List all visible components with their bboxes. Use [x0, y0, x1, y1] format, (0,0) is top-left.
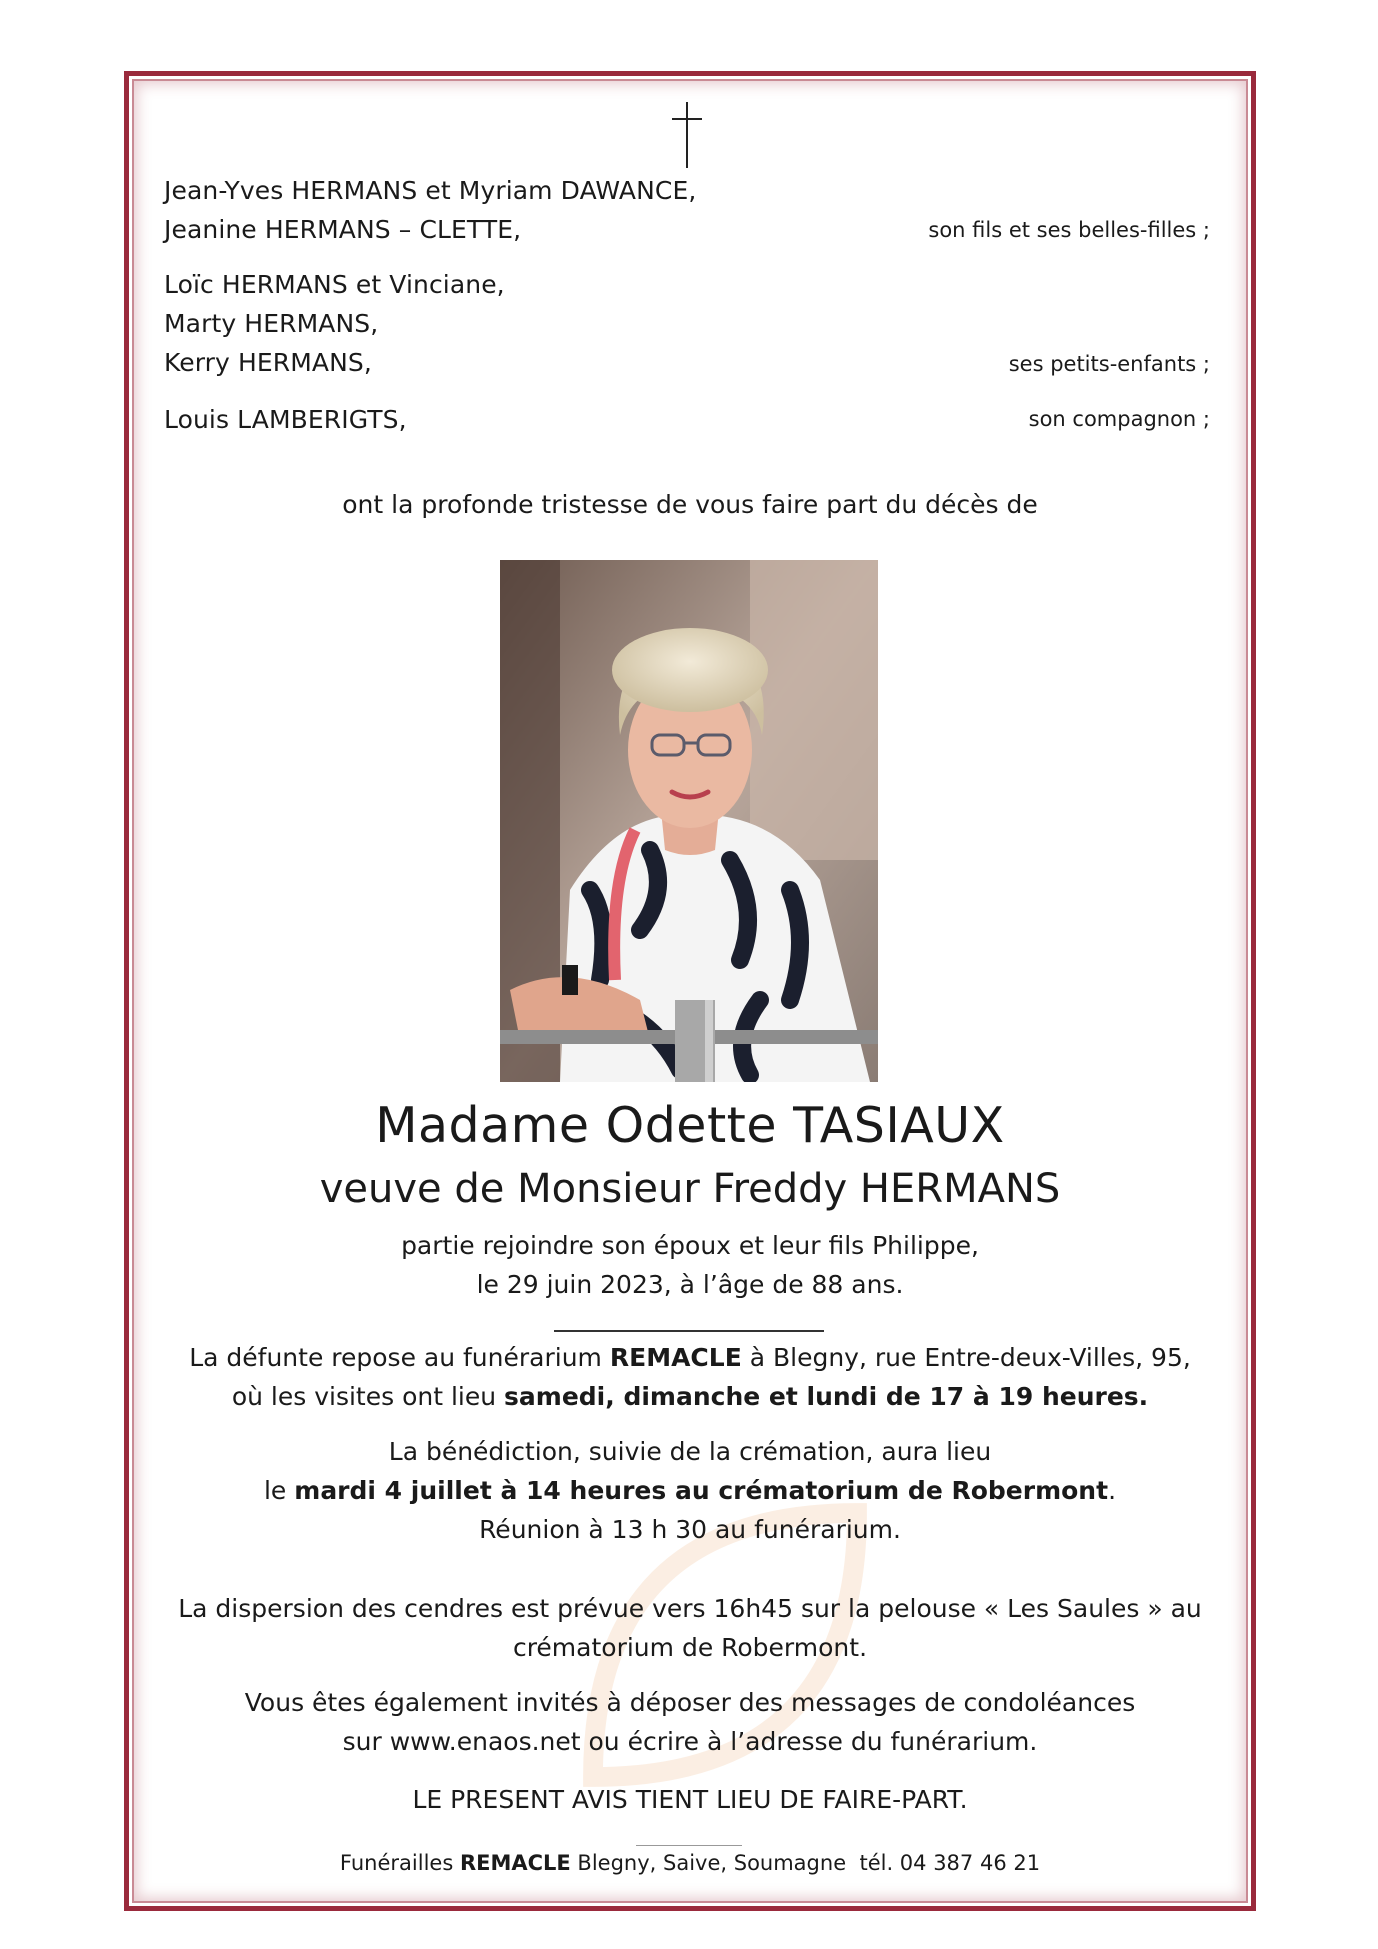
details-line: partie rejoindre son époux et leur fils Philippe, — [401, 1231, 979, 1260]
ceremony-info — [124, 1432, 1256, 1549]
ceremony-line-3: Réunion à 13 h 30 au funérarium. — [479, 1515, 901, 1544]
ceremony-line-1: La bénédiction, suivie de la crémation, aura lieu — [388, 1437, 992, 1466]
family-line: Jeanine HERMANS – CLETTE, — [164, 215, 522, 244]
ceremony-line-2: le mardi 4 juillet à 14 heures au crématorium de Robermont. — [263, 1476, 1117, 1505]
rest-line-2: où les visites ont lieu samedi, dimanche et lundi de 17 à 19 heures. — [231, 1382, 1149, 1411]
dispersion-line: La dispersion des cendres est prévue vers 16h45 sur la pelouse « Les Saules » au — [178, 1594, 1202, 1623]
condolences-info — [124, 1683, 1256, 1761]
family-line: Marty HERMANS, — [164, 309, 379, 338]
relation-grandchildren: ses petits-enfants ; — [1008, 352, 1210, 376]
widow-of: veuve de Monsieur Freddy HERMANS — [319, 1166, 1061, 1212]
divider — [554, 1330, 824, 1332]
details-line: le 29 juin 2023, à l’âge de 88 ans. — [476, 1270, 904, 1299]
condolences-line: sur www.enaos.net ou écrire à l’adresse du funérarium. — [342, 1727, 1038, 1756]
family-line: Jean-Yves HERMANS et Myriam DAWANCE, — [164, 176, 697, 205]
condolences-line: Vous êtes également invités à déposer des messages de condoléances — [244, 1688, 1136, 1717]
family-group-grandchildren — [164, 265, 505, 382]
family-line: Kerry HERMANS, — [164, 348, 372, 377]
footer: Funérailles REMACLE Blegny, Saive, Soumagne tél. 04 387 46 21 — [339, 1851, 1041, 1875]
dispersion-info — [124, 1589, 1256, 1667]
deceased-details — [124, 1226, 1256, 1304]
cross-icon — [672, 102, 702, 168]
family-line: Louis LAMBERIGTS, — [164, 405, 407, 434]
rest-line-1: La défunte repose au funérarium REMACLE à Blegny, rue Entre-deux-Villes, 95, — [189, 1343, 1191, 1372]
portrait-photo — [500, 560, 878, 1082]
rest-info — [124, 1338, 1256, 1416]
relation-companion: son compagnon ; — [1028, 407, 1210, 431]
family-group-children — [164, 171, 696, 249]
intro-text: ont la profonde tristesse de vous faire part du décès de — [342, 490, 1038, 519]
dispersion-line: crématorium de Robermont. — [512, 1633, 868, 1662]
family-group-companion — [164, 400, 407, 439]
notice-text: LE PRESENT AVIS TIENT LIEU DE FAIRE-PART. — [412, 1785, 968, 1814]
relation-children: son fils et ses belles-filles ; — [928, 218, 1210, 242]
deceased-name: Madame Odette TASIAUX — [375, 1097, 1005, 1154]
family-line: Loïc HERMANS et Vinciane, — [164, 270, 505, 299]
